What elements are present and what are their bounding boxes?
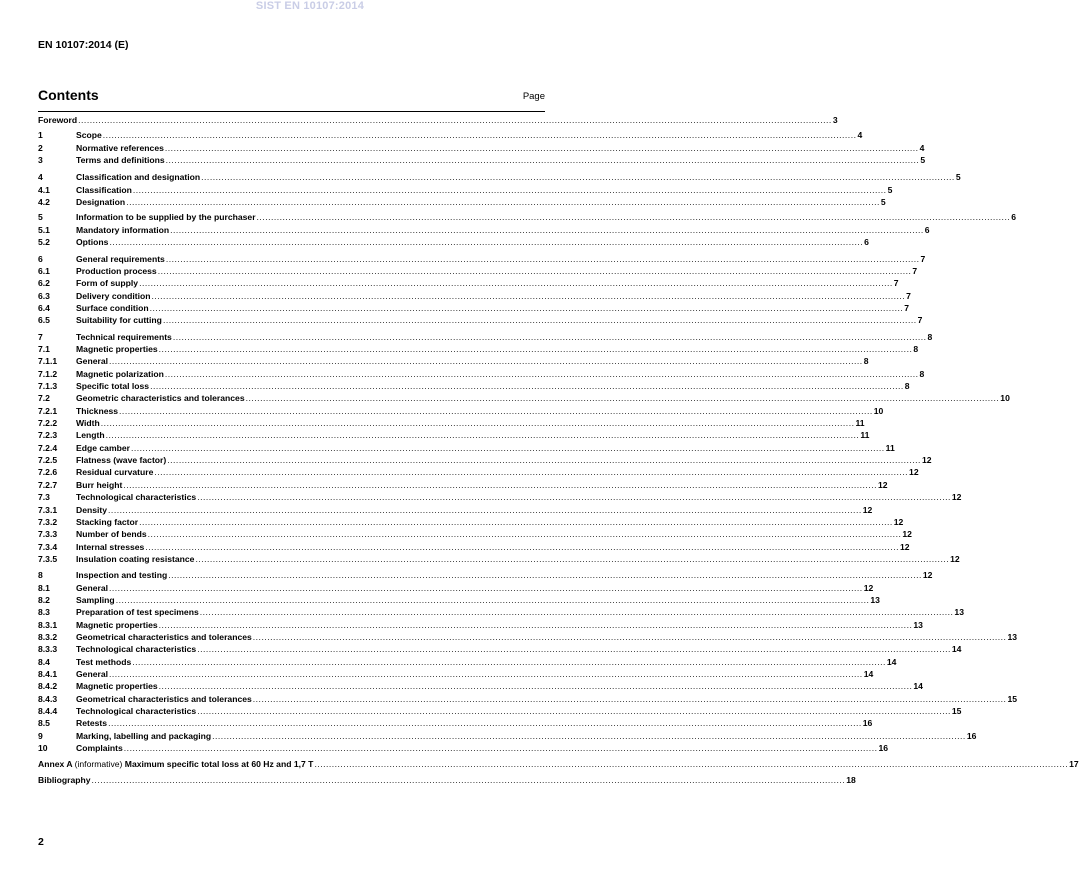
toc-leader-dots <box>166 155 920 166</box>
toc-entry-number: 5.2 <box>38 237 50 248</box>
toc-entry-page: 6 <box>864 237 869 248</box>
toc-entry-page: 15 <box>1007 693 1018 704</box>
toc-entry[interactable] <box>38 343 919 355</box>
toc-leader-dots <box>109 583 863 594</box>
toc-entry-title: Stacking factor <box>76 516 139 527</box>
toc-entry-number: 7.3 <box>38 492 50 503</box>
toc-entry[interactable] <box>38 669 874 680</box>
heading-rule <box>38 111 545 112</box>
toc-leader-dots <box>123 480 877 491</box>
toc-entry[interactable] <box>38 743 889 754</box>
toc-entry-title: Magnetic properties <box>76 343 158 354</box>
toc-entry-page: 12 <box>951 492 962 503</box>
toc-entry-number: 8.4.1 <box>38 669 58 680</box>
toc-leader-dots <box>165 143 919 154</box>
toc-leader-dots <box>92 775 846 786</box>
toc-entry[interactable] <box>38 442 895 454</box>
toc-entry-title: Edge camber <box>76 442 130 453</box>
annex-title: Maximum specific total loss at 60 Hz and 1,7 T <box>124 758 314 769</box>
toc-entry-title: Number of bends <box>76 529 147 540</box>
toc-entry-title: Technological characteristics <box>76 706 197 717</box>
toc-entry[interactable] <box>38 302 910 314</box>
toc-entry-page: 16 <box>862 718 873 729</box>
toc-entry-title: General <box>76 582 109 593</box>
toc-entry-page: 13 <box>870 594 880 605</box>
toc-entry-title: Preparation of test specimens <box>76 607 199 618</box>
toc-entry-page: 8 <box>913 343 919 354</box>
contents-heading: Contents <box>38 87 99 103</box>
toc-entry-number: 5.1 <box>38 224 50 235</box>
toc-leader-dots <box>163 315 917 326</box>
toc-entry-title: Sampling <box>76 594 115 605</box>
toc-entry-page: 15 <box>951 706 962 717</box>
toc-entry-number: 7.2.4 <box>38 442 58 453</box>
toc-entry-number: 7.3.3 <box>38 529 58 540</box>
toc-entry-page: 7 <box>906 290 911 301</box>
toc-leader-dots <box>152 291 906 302</box>
toc-entry[interactable] <box>38 172 961 183</box>
toc-entry-number: 7.2.2 <box>38 418 58 429</box>
toc-entry[interactable] <box>38 278 899 289</box>
toc-entry-number: 8.3.2 <box>38 632 58 642</box>
toc-entry-number: 7.3.1 <box>38 504 58 515</box>
toc-entry-number: 2 <box>38 142 43 153</box>
toc-entry[interactable] <box>38 693 1018 705</box>
toc-entry-page: 16 <box>878 743 889 754</box>
toc-entry-page: 3 <box>832 115 838 125</box>
toc-entry-number: 8.3.1 <box>38 619 58 630</box>
toc-entry-number: 7.1 <box>38 343 50 354</box>
toc-entry-page: 13 <box>1007 632 1018 642</box>
toc-entry-title: Test methods <box>76 656 132 667</box>
toc-entry-title: Width <box>76 418 100 429</box>
toc-leader-dots <box>139 517 893 528</box>
toc-entry-page: 7 <box>920 253 926 264</box>
toc-leader-dots <box>253 694 1007 705</box>
toc-leader-dots <box>148 529 902 540</box>
toc-entry[interactable] <box>38 130 863 141</box>
toc-entry-title: Magnetic properties <box>76 681 158 692</box>
toc-entry[interactable] <box>38 368 925 380</box>
toc-entry[interactable] <box>38 529 912 540</box>
toc-leader-dots <box>108 505 862 516</box>
toc-entry-number: 7.1.1 <box>38 356 58 367</box>
toc-entry[interactable] <box>38 455 932 466</box>
toc-entry-page: 5 <box>920 155 926 166</box>
toc-entry[interactable] <box>38 516 904 528</box>
toc-leader-dots <box>170 225 924 236</box>
toc-entry[interactable] <box>38 331 933 343</box>
toc-entry-title: Complaints <box>76 743 123 754</box>
toc-entry-number: 4 <box>38 172 43 183</box>
toc-entry-number: 7.2.3 <box>38 430 58 441</box>
toc-entry-number: 6.1 <box>38 265 50 276</box>
toc-entry[interactable] <box>38 356 869 367</box>
toc-leader-dots <box>212 731 966 742</box>
toc-entry-title: Technological characteristics <box>76 644 197 655</box>
page-number: 2 <box>38 836 44 848</box>
toc-entry-page: 7 <box>917 315 923 326</box>
toc-leader-dots <box>131 443 885 454</box>
toc-leader-dots <box>167 455 921 466</box>
toc-entry[interactable] <box>38 115 838 126</box>
toc-leader-dots <box>159 344 913 355</box>
toc-leader-dots <box>109 669 863 680</box>
toc-leader-dots <box>173 332 927 343</box>
toc-leader-dots <box>314 759 1068 770</box>
toc-leader-dots <box>253 632 1007 643</box>
toc-entry-page: 12 <box>950 553 960 564</box>
toc-entry[interactable] <box>38 541 910 553</box>
toc-leader-dots <box>108 718 862 729</box>
toc-entry-title: Suitability for cutting <box>76 315 162 326</box>
toc-entry-page: 12 <box>893 516 904 527</box>
toc-entry-title: Production process <box>76 265 157 276</box>
toc-entry-page: 18 <box>846 774 856 785</box>
toc-entry-page: 12 <box>862 504 873 515</box>
toc-entry-title: Inspection and testing <box>76 570 168 581</box>
toc-entry-page: 12 <box>877 479 888 490</box>
toc-entry-page: 11 <box>885 442 895 453</box>
watermark: SIST EN 10107:2014 <box>255 0 365 12</box>
toc-entry-number: 8.5 <box>38 718 50 729</box>
toc-entry-title: Residual curvature <box>76 467 154 478</box>
toc-entry-number: 8.4.3 <box>38 693 58 704</box>
toc-entry-title: Geometrical characteristics and tolerances <box>76 632 252 642</box>
toc-entry-title: Internal stresses <box>76 541 145 552</box>
toc-leader-dots <box>139 278 893 289</box>
toc-entry-title: Designation <box>76 197 126 208</box>
toc-entry-number: 8.1 <box>38 582 50 593</box>
toc-entry[interactable] <box>38 706 962 717</box>
toc-entry[interactable] <box>38 430 870 441</box>
toc-entry-number: 7.3.4 <box>38 541 58 552</box>
toc-entry[interactable] <box>38 582 874 594</box>
toc-entry-number: 5 <box>38 212 43 223</box>
toc-leader-dots <box>150 381 904 392</box>
toc-entry-page: 5 <box>955 172 961 183</box>
toc-entry[interactable] <box>38 644 962 655</box>
toc-entry-title: Surface condition <box>76 302 149 313</box>
toc-entry-page: 6 <box>924 224 930 235</box>
toc-entry-page: 14 <box>951 644 962 655</box>
toc-leader-dots <box>168 570 922 581</box>
toc-leader-dots <box>116 595 870 606</box>
toc-entry-page: 12 <box>899 541 910 552</box>
toc-entry-number: 7.2 <box>38 393 50 404</box>
toc-entry-page: 8 <box>904 381 910 391</box>
toc-entry[interactable] <box>38 253 926 265</box>
toc-entry-title: Normative references <box>76 142 164 153</box>
toc-entry-number: 4.1 <box>38 184 50 195</box>
toc-entry[interactable] <box>38 570 933 581</box>
toc-entry-title: Delivery condition <box>76 290 151 301</box>
toc-entry-title: Terms and definitions <box>76 155 165 166</box>
toc-entry-page: 6 <box>1011 212 1016 223</box>
toc-entry[interactable] <box>38 290 911 302</box>
toc-leader-dots <box>103 130 857 141</box>
toc-entry-page: 8 <box>919 368 925 379</box>
toc-leader-dots <box>119 406 873 417</box>
toc-entry-page: 12 <box>902 529 912 540</box>
toc-entry[interactable] <box>38 197 886 208</box>
toc-entry-page: 7 <box>893 278 899 289</box>
toc-entry-page: 5 <box>880 197 886 208</box>
toc-entry-title: Bibliography <box>38 774 91 785</box>
toc-leader-dots <box>201 172 955 183</box>
toc-entry-page: 14 <box>886 656 897 667</box>
toc-entry-number: 6.3 <box>38 290 50 301</box>
toc-leader-dots <box>126 197 880 208</box>
toc-entry[interactable] <box>38 315 923 326</box>
toc-entry[interactable] <box>38 656 897 668</box>
page-column-label: Page <box>522 91 545 102</box>
toc-leader-dots <box>197 644 951 655</box>
toc-entry-title: General <box>76 356 109 367</box>
toc-entry-page: 7 <box>912 265 918 276</box>
toc-leader-dots <box>145 542 899 553</box>
toc-entry-number: 6.4 <box>38 302 50 313</box>
toc-entry-number: 8.4.4 <box>38 706 58 717</box>
toc-entry-page: 11 <box>860 430 870 441</box>
toc-leader-dots <box>246 393 1000 404</box>
toc-entry[interactable] <box>38 758 1079 770</box>
toc-entry-title: Magnetic polarization <box>76 368 164 379</box>
toc-entry[interactable] <box>38 504 873 516</box>
toc-entry-number: 7.1.2 <box>38 368 58 379</box>
toc-entry-title: Mandatory information <box>76 224 170 235</box>
toc-leader-dots <box>195 554 949 565</box>
toc-entry[interactable] <box>38 184 893 196</box>
toc-entry-page: 12 <box>921 455 932 466</box>
toc-entry-page: 8 <box>927 331 933 342</box>
toc-entry[interactable] <box>38 632 1018 643</box>
toc-entry-title: General <box>76 669 109 680</box>
toc-entry-number: 7.2.1 <box>38 405 58 416</box>
toc-entry-page: 16 <box>966 730 977 741</box>
toc-leader-dots <box>78 115 832 126</box>
toc-entry-number: 8.3.3 <box>38 644 58 655</box>
toc-entry-number: 3 <box>38 155 43 166</box>
toc-entry[interactable] <box>38 467 919 478</box>
toc-entry-title: Technological characteristics <box>76 492 197 503</box>
toc-entry-title: Burr height <box>76 479 123 490</box>
toc-leader-dots <box>133 185 887 196</box>
toc-entry-title: Flatness (wave factor) <box>76 455 167 466</box>
toc-entry-page: 10 <box>1000 393 1010 404</box>
toc-entry-page: 5 <box>887 184 893 195</box>
toc-entry-page: 4 <box>919 142 925 153</box>
toc-entry-number: 8.4 <box>38 656 50 667</box>
toc-entry-title: Magnetic properties <box>76 619 158 630</box>
toc-entry-number: 7.2.7 <box>38 479 58 490</box>
toc-entry[interactable] <box>38 155 926 166</box>
toc-entry-title: Options <box>76 237 109 248</box>
toc-leader-dots <box>150 303 904 314</box>
toc-entry[interactable] <box>38 718 873 729</box>
toc-entry[interactable] <box>38 730 977 742</box>
document-id: EN 10107:2014 (E) <box>38 39 129 51</box>
toc-entry[interactable] <box>38 553 960 565</box>
toc-leader-dots <box>154 467 908 478</box>
toc-entry-page: 13 <box>913 619 923 630</box>
toc-entry-page: 14 <box>863 669 874 680</box>
toc-entry-title: Length <box>76 430 105 441</box>
toc-leader-dots <box>109 237 863 248</box>
toc-leader-dots <box>158 266 912 277</box>
toc-entry[interactable] <box>38 393 1010 404</box>
toc-entry-title: Retests <box>76 718 108 729</box>
toc-entry-title: Geometric characteristics and tolerances <box>76 393 245 404</box>
toc-entry-number: 8.4.2 <box>38 681 58 692</box>
toc-leader-dots <box>101 418 855 429</box>
toc-entry-page: 13 <box>954 607 964 618</box>
toc-entry-title: Information to be supplied by the purchaser <box>76 212 256 223</box>
toc-leader-dots <box>159 681 913 692</box>
toc-entry-page: 11 <box>855 418 865 429</box>
toc-entry[interactable] <box>38 492 962 503</box>
toc-leader-dots <box>159 620 913 631</box>
toc-entry-title: Classification <box>76 184 132 195</box>
toc-entry-number: 6.2 <box>38 278 50 289</box>
toc-entry-title: Scope <box>76 130 102 141</box>
toc-entry-title: Marking, labelling and packaging <box>76 730 212 741</box>
toc-leader-dots <box>200 607 954 618</box>
toc-leader-dots <box>197 706 951 717</box>
toc-entry-number: 7.2.5 <box>38 455 58 466</box>
toc-leader-dots <box>257 212 1011 223</box>
toc-entry-title: Specific total loss <box>76 381 150 391</box>
toc-entry[interactable] <box>38 142 925 154</box>
toc-entry[interactable] <box>38 418 865 429</box>
toc-entry-page: 14 <box>913 681 923 692</box>
toc-entry[interactable] <box>38 237 869 248</box>
toc-leader-dots <box>132 657 886 668</box>
toc-entry-number: 7.3.2 <box>38 516 58 527</box>
toc-entry-page: 7 <box>904 302 910 313</box>
toc-entry-number: 7 <box>38 331 43 342</box>
toc-entry-title: Thickness <box>76 405 119 416</box>
toc-entry-title: Classification and designation <box>76 172 201 183</box>
toc-entry-page: 12 <box>909 467 919 478</box>
toc-entry[interactable] <box>38 774 856 786</box>
toc-leader-dots <box>124 743 878 754</box>
toc-entry-title: Insulation coating resistance <box>76 553 195 564</box>
toc-entry-title <box>38 759 313 770</box>
toc-entry-number: 7.3.5 <box>38 553 58 564</box>
toc-entry[interactable] <box>38 224 930 236</box>
toc-entry-number: 7.2.6 <box>38 467 58 478</box>
toc-leader-dots <box>166 254 920 265</box>
toc-entry[interactable] <box>38 607 964 618</box>
toc-entry-page: 17 <box>1069 758 1079 769</box>
toc-leader-dots <box>165 369 919 380</box>
toc-entry-number: 7.1.3 <box>38 381 58 391</box>
toc-entry-number: 6 <box>38 253 43 264</box>
toc-entry-number: 1 <box>38 130 43 141</box>
toc-entry-title: Density <box>76 504 108 515</box>
toc-entry[interactable] <box>38 619 923 631</box>
toc-entry-title: General requirements <box>76 253 165 264</box>
toc-entry-number: 8.2 <box>38 594 50 605</box>
toc-entry-number: 8.3 <box>38 607 50 618</box>
toc-entry-title: Geometrical characteristics and tolerances <box>76 693 252 704</box>
toc-entry-title: Technical requirements <box>76 331 172 342</box>
toc-entry-page: 12 <box>922 570 933 581</box>
toc-entry-page: 8 <box>863 356 869 367</box>
toc-entry-number: 9 <box>38 730 43 741</box>
toc-entry[interactable] <box>38 594 880 606</box>
toc-entry-number: 6.5 <box>38 315 50 326</box>
toc-entry-page: 12 <box>863 582 874 593</box>
annex-type: (informative) <box>74 758 123 769</box>
toc-leader-dots <box>109 356 863 367</box>
toc-entry[interactable] <box>38 212 1016 223</box>
toc-entry-page: 4 <box>857 130 863 141</box>
toc-entry[interactable] <box>38 381 910 392</box>
toc-entry[interactable] <box>38 265 918 277</box>
toc-leader-dots <box>106 430 860 441</box>
toc-leader-dots <box>197 492 951 503</box>
toc-entry-number: 4.2 <box>38 197 50 208</box>
toc-entry-number: 10 <box>38 743 48 754</box>
toc-entry[interactable] <box>38 681 923 692</box>
toc-entry-page: 10 <box>873 405 884 416</box>
toc-entry-title: Foreword <box>38 115 78 125</box>
toc-entry[interactable] <box>38 405 884 417</box>
toc-entry-title: Form of supply <box>76 278 139 289</box>
toc-entry-number: 8 <box>38 570 43 581</box>
annex-label: Annex A <box>38 758 73 769</box>
toc-entry[interactable] <box>38 479 888 491</box>
